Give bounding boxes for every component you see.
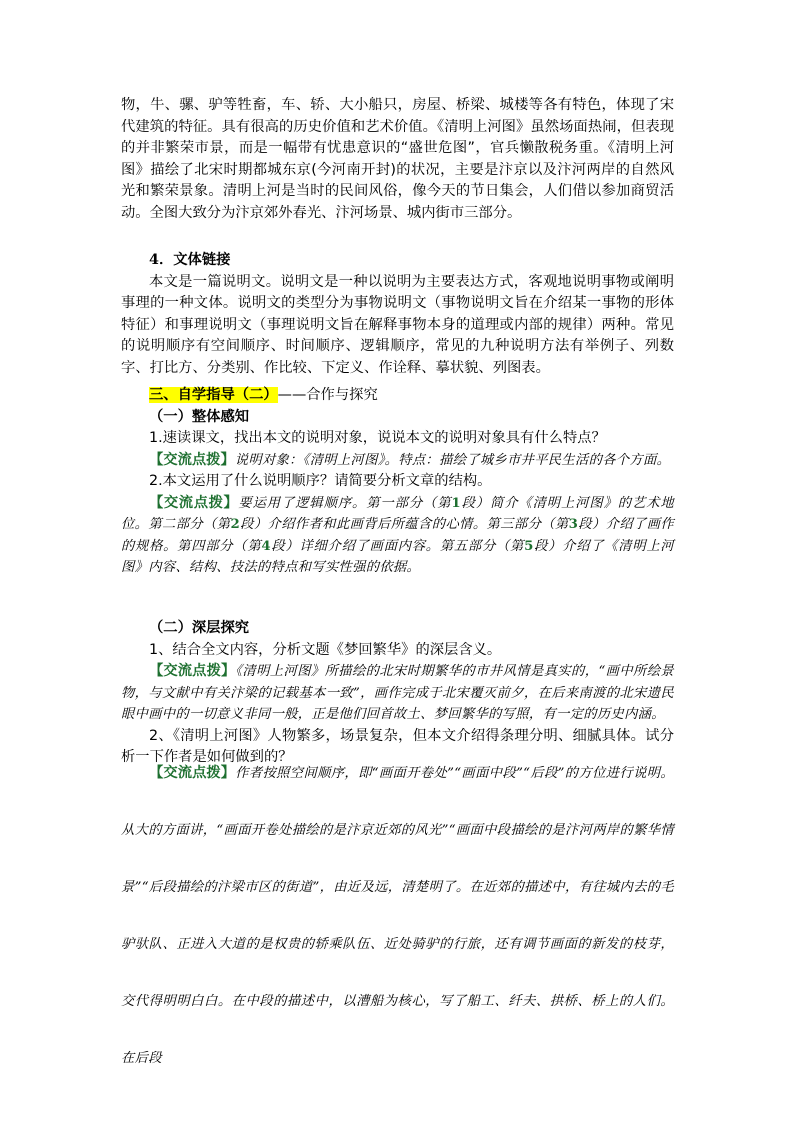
question-2: 2.本文运用了什么说明顺序？请简要分析文章的结构。 <box>149 473 492 489</box>
section-3-title <box>121 385 674 407</box>
answer-tag: 【交流点拨】 <box>149 494 239 511</box>
section-3-title-highlight: 三、自学指导（二） <box>149 387 278 403</box>
answer-2 <box>121 493 674 579</box>
section-4-block <box>121 250 674 379</box>
answer-2-part: 段）介绍了画作的规格。第四部分（第 <box>121 517 674 554</box>
intro-block <box>121 95 674 224</box>
intro-paragraph: 物，牛、骡、驴等牲畜，车、轿、大小船只，房屋、桥梁、城楼等各有特色，体现了宋代建筑的特征。具有很高的历史价值和艺术价值。《清明上河图》虽然场面热闹，但表现的并非繁荣市景，而是一幅带有忧患意识的“盛世危图”，官兵懒散税务重。《清明上河图》描绘了北宋时期都城东京(今河南开封)的状况，主要是汴京以及汴河两岸的自然风光和繁荣景象。清明上河是当时的民间风俗，像今天的节日集会，人们借以参加商贸活动。全图大致分为汴京郊外春光、汴河场景、城内街市三部分。 <box>121 97 674 221</box>
answer-2-part: 段）介绍了《清明上河图》内容、结构、技法的特点和写实性强的依据。 <box>121 538 675 575</box>
answer-tag: 【交流点拨】 <box>149 663 236 679</box>
answer-4-text: 作者按照空间顺序，即“画面开卷处”“画面中段”“后段”的方位进行说明。从大的方面讲，“画面开卷处描绘的是汴京近郊的风光”“画面中段描绘的是汴河两岸的繁华情景”“后段描绘的汴梁市区的街道”，由近及远，清楚明了。在近郊的描述中，有往城内去的毛驴驮队、正进入大道的是权贵的轿乘队伍、近处骑驴的行旅，还有调节画面的新发的枝芽，交代得明明白白。在中段的描述中，以漕船为核心，写了船工、纤夫、拱桥、桥上的人们。在后段 <box>121 766 674 1066</box>
section-4-heading: 4．文体链接 <box>149 252 231 268</box>
answer-1 <box>121 450 674 472</box>
question-1: 1.速读课文，找出本文的说明对象，说说本文的说明对象具有什么特点？ <box>149 430 606 446</box>
answer-3 <box>121 661 674 726</box>
question-3: 1、结合全文内容，分析文题《梦回繁华》的深层含义。 <box>149 641 502 658</box>
answer-4-block <box>121 745 674 1087</box>
paragraph-number: 2 <box>230 517 241 532</box>
paragraph-number: 4 <box>261 538 271 554</box>
subheading-overall: （一）整体感知 <box>149 408 250 425</box>
paragraph-number: 5 <box>524 538 534 554</box>
answer-tag: 【交流点拨】 <box>149 451 235 468</box>
answer-2-part: 段）简介《清明上河图》的艺术地位。第二部分（第 <box>121 495 674 532</box>
subheading-deep: （二）深层探究 <box>149 620 250 636</box>
answer-tag: 【交流点拨】 <box>149 765 236 781</box>
section-3-block <box>121 385 674 579</box>
paragraph-number: 1 <box>451 495 461 511</box>
answer-2-part: 要运用了逻辑顺序。第一部分（第 <box>238 495 452 511</box>
section-3-title-rest: ——合作与探究 <box>277 387 378 403</box>
paragraph-number: 3 <box>568 517 579 532</box>
answer-2-part: 段）详细介绍了画面内容。第五部分（第 <box>270 538 525 554</box>
question-4: 2、《清明上河图》人物繁多，场景复杂，但本文介绍得条理分明、细腻具体。试分析一下作者是如何做到的？ <box>121 727 674 765</box>
answer-1-text: 说明对象：《清明上河图》。特点：描绘了城乡市井平民生活的各个方面。 <box>234 452 671 468</box>
answer-2-part: 段）介绍作者和此画背后所蕴含的心情。第三部分（第 <box>240 517 569 532</box>
section-4-paragraph: 本文是一篇说明文。说明文是一种以说明为主要表达方式，客观地说明事物或阐明事理的一种文体。说明文的类型分为事物说明文（事物说明文旨在介绍某一事物的形体特征）和事理说明文（事理说明文旨在解释事物本身的道理或内部的规律）两种。常见的说明顺序有空间顺序、时间顺序、逻辑顺序，常见的九种说明方法有举例子、列数字、打比方、分类别、作比较、下定义、作诠释、摹状貌、列图表。 <box>121 273 674 376</box>
answer-4 <box>121 745 674 1087</box>
answer-3-text: 《清明上河图》所描绘的北宋时期繁华的市井风情是真实的，“画中所绘景物，与文献中有关汴梁的记载基本一致”，画作完成于北宋覆灭前夕，在后来南渡的北宋遗民眼中画中的一切意义非同一般，正是他们回首故土、梦回繁华的写照，有一定的历史内涵。 <box>121 664 675 722</box>
